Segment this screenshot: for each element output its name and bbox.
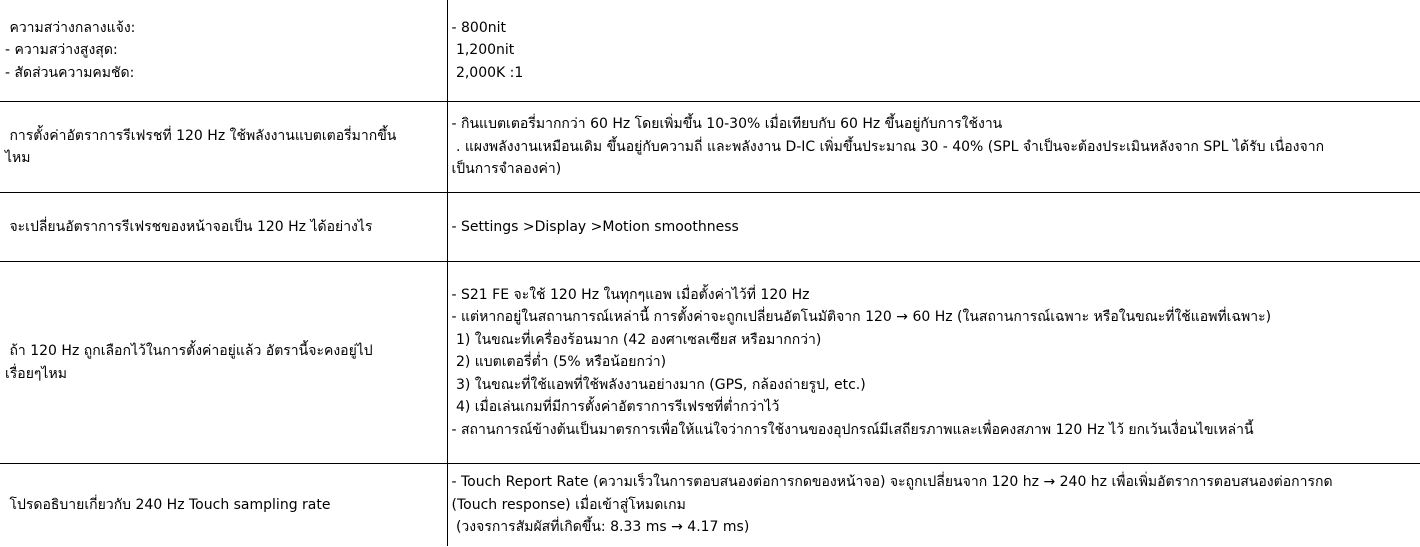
question-line: โปรดอธิบายเกี่ยวกับ 240 Hz Touch sampling rate xyxy=(5,496,331,513)
answer-line: 4) เมื่อเล่นเกมที่มีการตั้งค่าอัตราการรีเฟรชที่ต่ำกว่าไว้ xyxy=(451,399,780,416)
question-line: ถ้า 120 Hz ถูกเลือกไว้ในการตั้งค่าอยู่แล้ว อัตรานี้จะคงอยู่ไป xyxy=(5,343,373,359)
answer-cell xyxy=(447,464,1420,547)
answer-line: . แผงพลังงานเหมือนเดิม ขึ้นอยู่กับความถี่ และพลังงาน D-IC เพิ่มขึ้นประมาณ 30 - 40% (SPL จำเป็นจะต้องประเมินหลังจาก SPL ได้รับ เนื่องจาก xyxy=(451,138,1325,155)
answer-line: เป็นการจำลองค่า) xyxy=(451,161,562,178)
question-line: ความสว่างกลางแจ้ง: xyxy=(5,19,136,36)
question-line: การตั้งค่าอัตราการรีเฟรชที่ 120 Hz ใช้พลังงานแบตเตอรี่มากขึ้น xyxy=(5,127,397,144)
table-row xyxy=(0,464,1420,547)
answer-line: - Touch Report Rate (ความเร็วในการตอบสนองต่อการกดของหน้าจอ) จะถูกเปลี่ยนจาก 120 hz → 240 hz เพื่อเพิ่มอัตราการตอบสนองต่อการกด xyxy=(451,474,1333,491)
answer-line: 2) แบตเตอรี่ต่ำ (5% หรือน้อยกว่า) xyxy=(451,354,667,371)
answer-cell xyxy=(447,0,1420,102)
answer-line: 1,200nit xyxy=(451,42,515,59)
table-row xyxy=(0,193,1420,262)
answer-line: 1) ในขณะที่เครื่องร้อนมาก (42 องศาเซลเซียส หรือมากกว่า) xyxy=(451,331,822,348)
question-cell xyxy=(0,262,447,464)
question-cell xyxy=(0,193,447,262)
table-row xyxy=(0,262,1420,464)
answer-line: - กินแบตเตอรี่มากกว่า 60 Hz โดยเพิ่มขึ้น 10-30% เมื่อเทียบกับ 60 Hz ขึ้นอยู่กับการใช้งาน xyxy=(451,116,1003,133)
question-line: เรื่อยๆไหม xyxy=(5,365,67,382)
answer-line: 2,000K :1 xyxy=(451,64,524,81)
answer-line: - S21 FE จะใช้ 120 Hz ในทุกๆแอพ เมื่อตั้งค่าไว้ที่ 120 Hz xyxy=(451,286,810,303)
question-cell xyxy=(0,464,447,547)
answer-cell xyxy=(447,262,1420,464)
answer-line: (วงจรการสัมผัสที่เกิดขึ้น: 8.33 ms → 4.17 ms) xyxy=(451,519,750,536)
answer-line: - 800nit xyxy=(451,19,506,36)
answer-line: (Touch response) เมื่อเข้าสู่โหมดเกม xyxy=(451,496,686,513)
answer-line: - แต่หากอยู่ในสถานการณ์เหล่านี้ การตั้งค่าจะถูกเปลี่ยนอัตโนมัติจาก 120 → 60 Hz (ในสถานการณ์เฉพาะ หรือในขณะที่ใช้แอพที่เฉพาะ) xyxy=(451,309,1272,326)
question-cell xyxy=(0,0,447,102)
question-line: จะเปลี่ยนอัตราการรีเฟรชของหน้าจอเป็น 120 Hz ได้อย่างไร xyxy=(5,218,373,235)
question-line: - ความสว่างสูงสุด: xyxy=(5,42,118,59)
question-line: - สัดส่วนความคมชัด: xyxy=(5,64,135,81)
answer-cell xyxy=(447,102,1420,193)
question-line: ไหม xyxy=(5,150,31,166)
question-cell xyxy=(0,102,447,193)
table-row xyxy=(0,0,1420,102)
answer-line: 3) ในขณะที่ใช้แอพที่ใช้พลังงานอย่างมาก (GPS, กล้องถ่ายรูป, etc.) xyxy=(451,376,866,393)
answer-line: - Settings >Display >Motion smoothness xyxy=(451,218,739,235)
answer-cell xyxy=(447,193,1420,262)
answer-line: - สถานการณ์ข้างต้นเป็นมาตรการเพื่อให้แน่ใจว่าการใช้งานของอุปกรณ์มีเสถียรภาพและเพื่อคงสภาพ 120 Hz ไว้ ยกเว้นเงื่อนไขเหล่านี้ xyxy=(451,421,1254,438)
table-row xyxy=(0,102,1420,193)
